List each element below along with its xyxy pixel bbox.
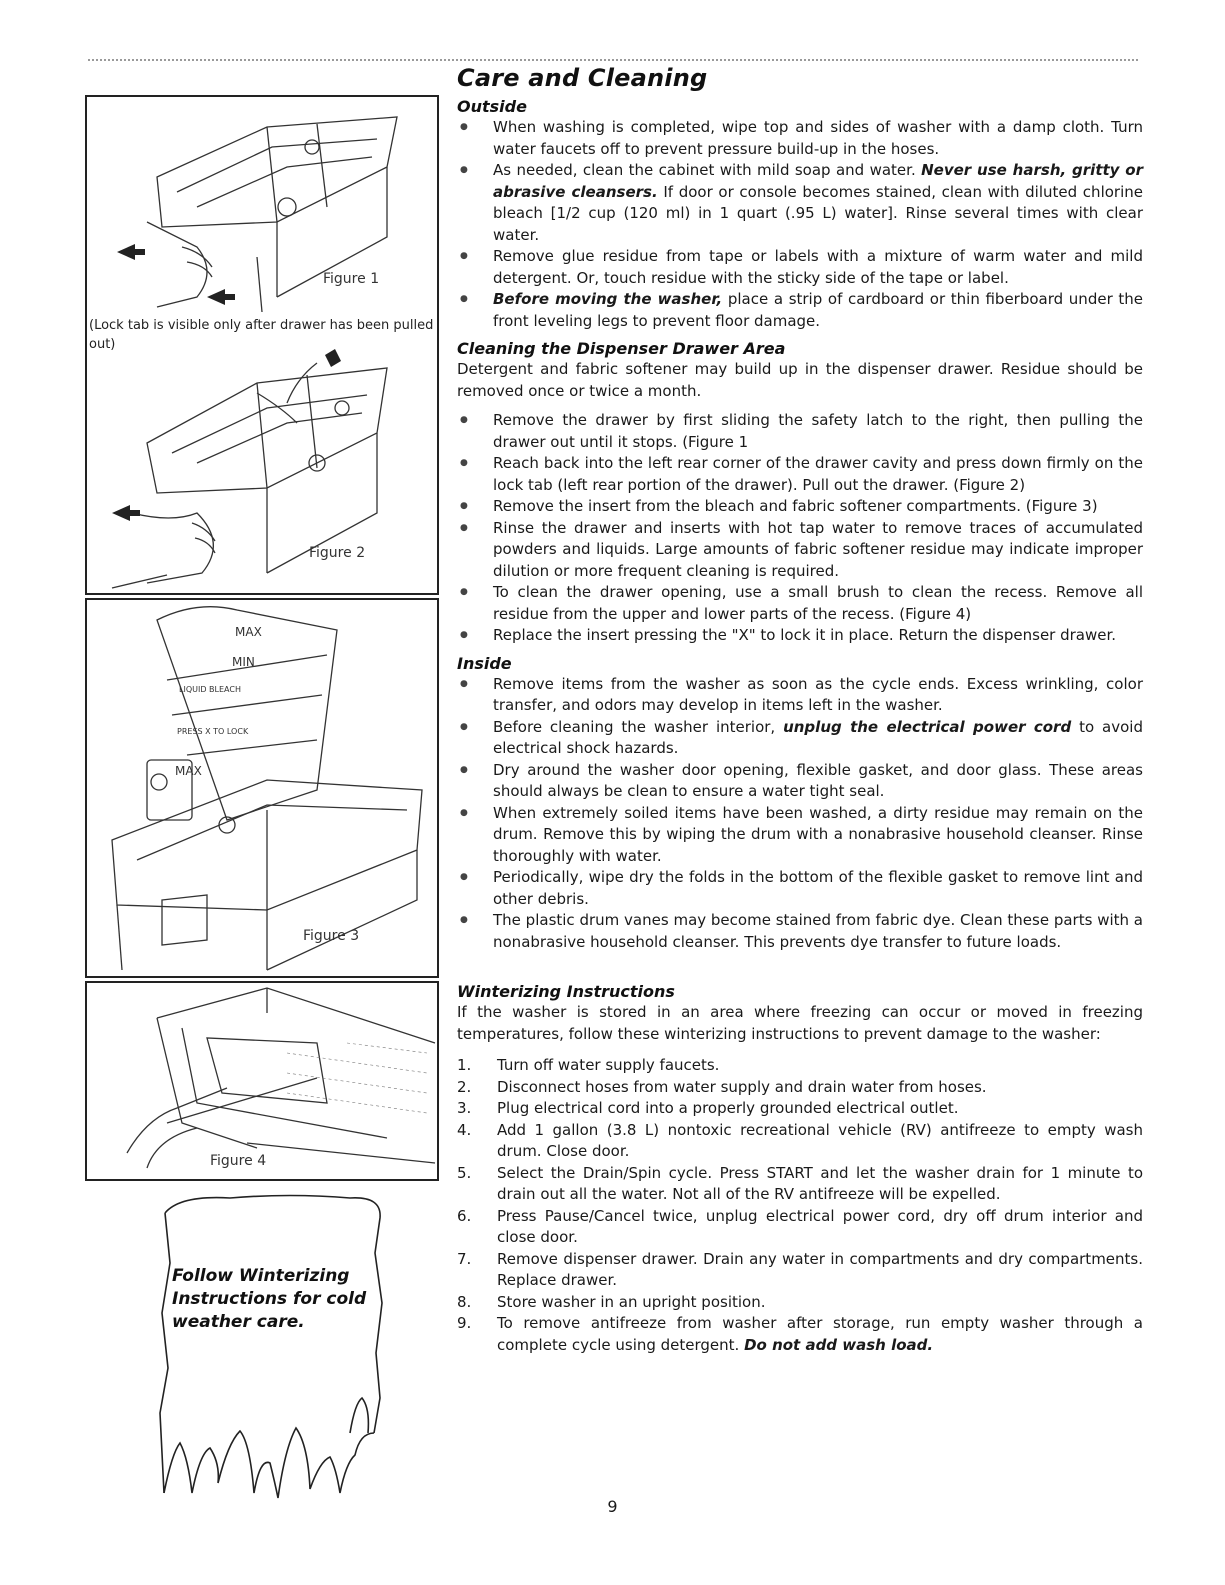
body-text: Disconnect hoses from water supply and drain water from hoses. (497, 1077, 987, 1096)
emphasis-text: Do not add wash load. (744, 1335, 934, 1354)
body-text: To remove antifreeze from washer after storage, run empty washer through a complete cycle using detergent. (497, 1314, 1143, 1354)
bullet-item (457, 803, 1143, 868)
body-text: Plug electrical cord into a properly grounded electrical outlet. (497, 1099, 959, 1117)
body-text: Remove items from the washer as soon as the cycle ends. Excess wrinkling, color transfer, and odors may develop in items left in the washer. (493, 674, 1143, 714)
body-text: When washing is completed, wipe top and sides of washer with a damp cloth. Turn water faucets off to prevent pressure build-up in the hoses. (493, 118, 1143, 158)
step-item (457, 1098, 1143, 1120)
bullet-item (457, 160, 1143, 246)
dispenser-intro: Detergent and fabric softener may build up in the dispenser drawer. Residue should be removed once or twice a month. (457, 360, 1143, 400)
step-number: 4. (457, 1120, 472, 1139)
insert-max-label: MAX (235, 625, 262, 639)
figure-2-note: (Lock tab is visible only after drawer has been pulled out) (89, 318, 434, 352)
body-text: Periodically, wipe dry the folds in the bottom of the flexible gasket to remove lint and other debris. (493, 868, 1143, 908)
bullet-item (457, 674, 1143, 717)
figure-3-label: Figure 3 (303, 928, 360, 944)
body-text: Remove the drawer by first sliding the safety latch to the right, then pulling the drawer out until it stops. (Figure 1 (493, 411, 1143, 451)
emphasis-text: Never use harsh, gritty or abrasive cleansers. (493, 161, 1143, 201)
step-item (457, 1206, 1143, 1249)
figure-1-label: Figure 1 (323, 271, 380, 287)
step-number: 1. (457, 1056, 472, 1074)
figure-4-illustration (87, 983, 437, 1179)
step-number: 2. (457, 1077, 472, 1096)
step-number: 5. (457, 1163, 472, 1182)
body-text: Select the Drain/Spin cycle. Press START and let the washer drain for 1 minute to drain out all the water. Not all of the RV antifreeze will be expelled. (497, 1163, 1143, 1203)
main-text-column (457, 64, 1143, 1356)
winter-callout-text: Follow Winterizing Instructions for cold weather care. (172, 1266, 367, 1332)
body-text: Before cleaning the washer interior, (493, 717, 784, 736)
body-text: Reach back into the left rear corner of the drawer cavity and press down firmly on the lock tab (left rear portion of the drawer). Pull out the drawer. (Figure 2) (493, 454, 1143, 494)
body-text: Remove glue residue from tape or labels with a mixture of warm water and mild detergent. Or, touch residue with the sticky side of the tape or label. (493, 247, 1143, 287)
body-text: If door or console becomes stained, clean with diluted chlorine bleach [1/2 cup (120 ml) in 1 quart (.95 L) water]. Rinse several times with clear water. (493, 182, 1143, 244)
body-text: Rinse the drawer and inserts with hot tap water to remove traces of accumulated powders and liquids. Large amounts of fabric softener residue may indicate improper dilution or more frequent cleaning is required. (493, 518, 1143, 580)
bullet-item (457, 117, 1143, 160)
bullet-item (457, 518, 1143, 583)
bullet-item (457, 910, 1143, 953)
figure-4-label: Figure 4 (210, 1153, 267, 1169)
body-text: place a strip of cardboard or thin fiberboard under the front leveling legs to prevent floor damage. (493, 290, 1143, 330)
page-number: 9 (607, 1497, 618, 1516)
inside-heading: Inside (457, 653, 512, 673)
body-text: Add 1 gallon (3.8 L) nontoxic recreational vehicle (RV) antifreeze to empty wash drum. Close door. (497, 1120, 1143, 1160)
step-item (457, 1120, 1143, 1163)
winterizing-intro: If the washer is stored in an area where freezing can occur or moved in freezing temperatures, follow these winterizing instructions to prevent damage to the washer: (457, 1003, 1143, 1043)
body-text: Remove the insert from the bleach and fabric softener compartments. (Figure 3) (493, 497, 1098, 515)
body-text: Replace the insert pressing the "X" to lock it in place. Return the dispenser drawer. (493, 626, 1117, 644)
insert-press-lock-label: PRESS X TO LOCK (177, 727, 249, 736)
body-text: Dry around the washer door opening, flexible gasket, and door glass. These areas should always be clean to ensure a water tight seal. (493, 760, 1143, 800)
bullet-item (457, 625, 1143, 647)
step-item (457, 1249, 1143, 1292)
body-text: To clean the drawer opening, use a small brush to clean the recess. Remove all residue from the upper and lower parts of the recess. (Figure 4) (493, 583, 1143, 623)
body-text: As needed, clean the cabinet with mild soap and water. (493, 161, 922, 179)
figure-2-label: Figure 2 (309, 545, 366, 561)
step-number: 6. (457, 1206, 472, 1225)
body-text: The plastic drum vanes may become stained from fabric dye. Clean these parts with a nonabrasive household cleanser. This prevents dye transfer to future loads. (493, 911, 1143, 951)
outside-heading: Outside (457, 97, 527, 116)
step-number: 9. (457, 1314, 472, 1332)
winterizing-steps (457, 1055, 1143, 1356)
inside-list (457, 674, 1143, 954)
insert-min-label: MIN (232, 655, 255, 669)
step-item (457, 1163, 1143, 1206)
winter-callout-icicle-frame (150, 1193, 390, 1503)
step-number: 3. (457, 1099, 472, 1117)
body-text: When extremely soiled items have been washed, a dirty residue may remain on the drum. Remove this by wiping the drum with a nonabrasive household cleanser. Rinse thoroughly with water. (493, 803, 1143, 865)
figure-1-panel (85, 95, 439, 315)
bullet-item (457, 496, 1143, 518)
emphasis-text: unplug the electrical power cord (783, 717, 1072, 736)
dispenser-heading: Cleaning the Dispenser Drawer Area (457, 339, 786, 358)
step-number: 8. (457, 1292, 472, 1311)
body-text: Remove dispenser drawer. Drain any water in compartments and dry compartments. Replace drawer. (497, 1249, 1143, 1289)
body-text: to avoid electrical shock hazards. (493, 717, 1143, 757)
figure-2-panel (85, 313, 439, 595)
page-title: Care and Cleaning (457, 64, 708, 92)
body-text: Store washer in an upright position. (497, 1292, 766, 1311)
bullet-item (457, 717, 1143, 760)
figure-3-illustration (87, 600, 437, 976)
step-item (457, 1055, 1143, 1077)
bullet-item (457, 760, 1143, 803)
body-text: Press Pause/Cancel twice, unplug electrical power cord, dry off drum interior and close door. (497, 1206, 1143, 1246)
step-item (457, 1292, 1143, 1314)
step-item (457, 1313, 1143, 1356)
insert-max-lower-label: MAX (175, 764, 202, 778)
bullet-item (457, 453, 1143, 496)
bullet-item (457, 867, 1143, 910)
outside-list (457, 117, 1143, 332)
figure-4-panel (85, 981, 439, 1181)
bullet-item (457, 410, 1143, 453)
bullet-item (457, 246, 1143, 289)
top-rule (88, 59, 1138, 61)
figure-2-illustration (87, 313, 437, 591)
emphasis-text: Before moving the washer, (493, 290, 723, 308)
dispenser-list (457, 410, 1143, 647)
step-item (457, 1077, 1143, 1099)
figure-3-panel (85, 598, 439, 978)
winterizing-heading: Winterizing Instructions (457, 982, 675, 1001)
step-number: 7. (457, 1249, 472, 1268)
insert-liquid-bleach-label: LIQUID BLEACH (179, 685, 241, 694)
bullet-item (457, 582, 1143, 625)
body-text: Turn off water supply faucets. (497, 1056, 720, 1074)
figure-1-illustration (87, 97, 437, 313)
bullet-item (457, 289, 1143, 332)
